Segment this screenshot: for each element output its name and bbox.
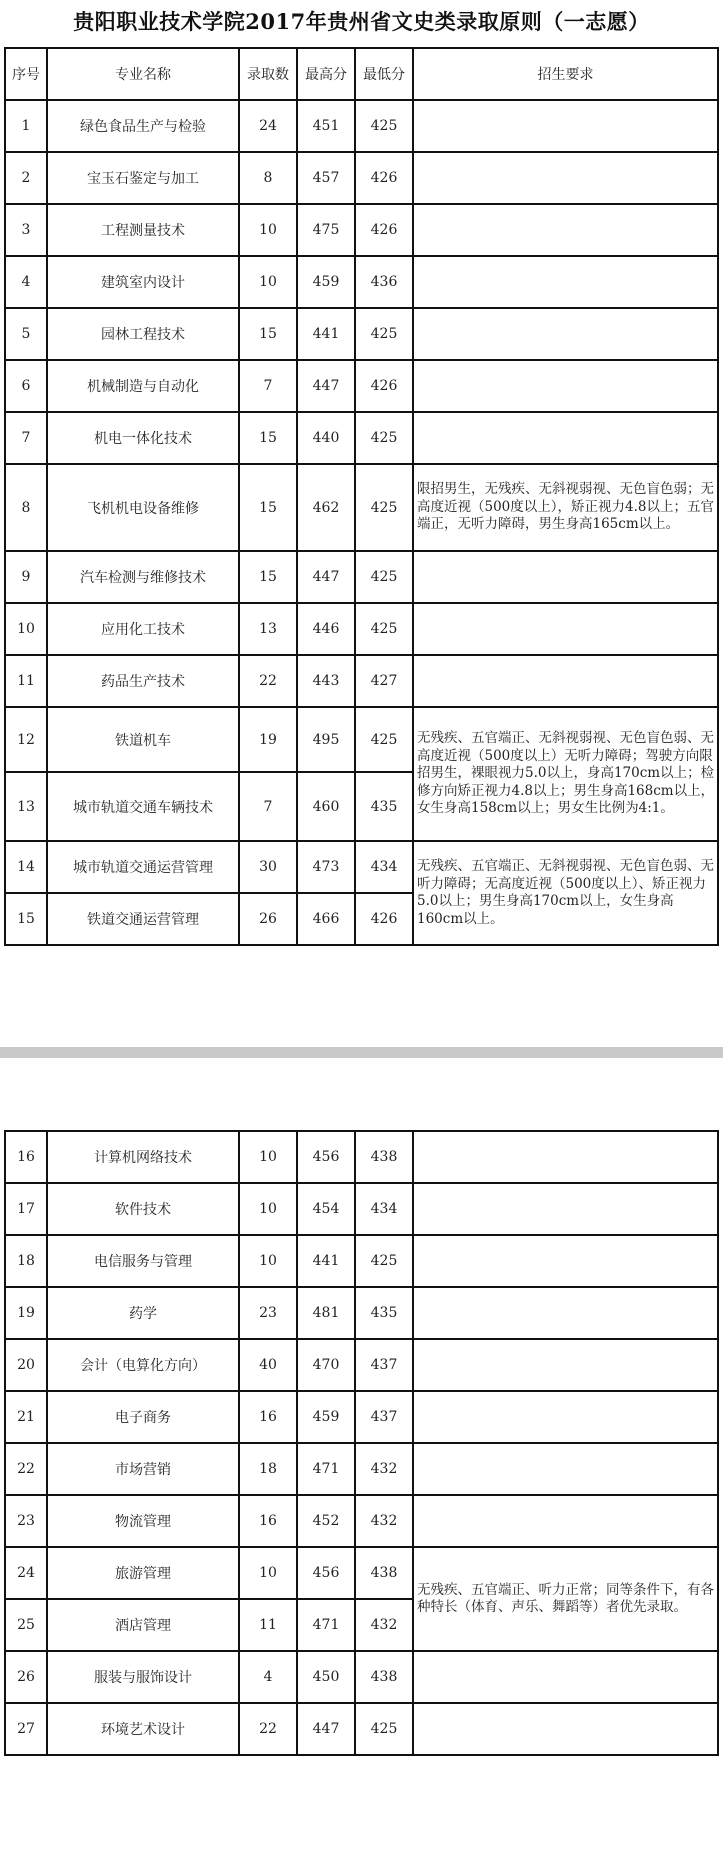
- cell-min: 427: [355, 655, 413, 707]
- cell-max: 440: [297, 412, 355, 464]
- cell-count: 7: [239, 360, 297, 412]
- cell-count: 10: [239, 1183, 297, 1235]
- cell-count: 22: [239, 1703, 297, 1755]
- cell-max: 459: [297, 1391, 355, 1443]
- cell-requirements: [413, 100, 718, 152]
- cell-no: 27: [5, 1703, 47, 1755]
- cell-min: 425: [355, 707, 413, 772]
- cell-requirements: [413, 1703, 718, 1755]
- cell-min: 426: [355, 204, 413, 256]
- cell-min: 438: [355, 1547, 413, 1599]
- cell-major: 市场营销: [47, 1443, 239, 1495]
- table-row: [5, 603, 718, 655]
- section-divider: [0, 1047, 723, 1058]
- cell-no: 23: [5, 1495, 47, 1547]
- cell-count: 10: [239, 1235, 297, 1287]
- cell-min: 437: [355, 1339, 413, 1391]
- page-title: 贵阳职业技术学院2017年贵州省文史类录取原则（一志愿）: [73, 9, 650, 34]
- cell-requirements: 限招男生，无残疾、无斜视弱视、无色盲色弱；无高度近视（500度以上），矫正视力4.8以上；五官端正，无听力障碍，男生身高165cm以上。: [413, 464, 718, 551]
- cell-min: 426: [355, 152, 413, 204]
- table-header-row: [5, 48, 718, 100]
- header-max: 最高分: [297, 48, 355, 100]
- cell-major: 电信服务与管理: [47, 1235, 239, 1287]
- cell-no: 21: [5, 1391, 47, 1443]
- cell-major: 软件技术: [47, 1183, 239, 1235]
- table-row: [5, 464, 718, 551]
- cell-max: 462: [297, 464, 355, 551]
- cell-no: 15: [5, 893, 47, 945]
- cell-max: 456: [297, 1547, 355, 1599]
- cell-min: 425: [355, 1235, 413, 1287]
- cell-max: 441: [297, 308, 355, 360]
- cell-count: 10: [239, 1131, 297, 1183]
- cell-major: 酒店管理: [47, 1599, 239, 1651]
- cell-major: 电子商务: [47, 1391, 239, 1443]
- cell-no: 14: [5, 841, 47, 893]
- cell-max: 473: [297, 841, 355, 893]
- cell-min: 425: [355, 464, 413, 551]
- cell-major: 铁道交通运营管理: [47, 893, 239, 945]
- cell-no: 1: [5, 100, 47, 152]
- cell-min: 434: [355, 841, 413, 893]
- cell-requirements: [413, 152, 718, 204]
- cell-requirements: [413, 1287, 718, 1339]
- cell-requirements: [413, 1131, 718, 1183]
- cell-max: 454: [297, 1183, 355, 1235]
- header-major: 专业名称: [47, 48, 239, 100]
- table-row: [5, 1495, 718, 1547]
- cell-major: 机电一体化技术: [47, 412, 239, 464]
- cell-requirements: 无残疾、五官端正、听力正常；同等条件下，有各种特长（体育、声乐、舞蹈等）者优先录取。: [413, 1547, 718, 1651]
- cell-max: 441: [297, 1235, 355, 1287]
- cell-max: 481: [297, 1287, 355, 1339]
- cell-major: 旅游管理: [47, 1547, 239, 1599]
- cell-count: 15: [239, 551, 297, 603]
- cell-no: 13: [5, 772, 47, 841]
- cell-no: 22: [5, 1443, 47, 1495]
- cell-major: 宝玉石鉴定与加工: [47, 152, 239, 204]
- table-row: [5, 1287, 718, 1339]
- table-row: [5, 1443, 718, 1495]
- cell-max: 456: [297, 1131, 355, 1183]
- cell-max: 470: [297, 1339, 355, 1391]
- cell-min: 436: [355, 256, 413, 308]
- cell-min: 426: [355, 360, 413, 412]
- cell-count: 16: [239, 1391, 297, 1443]
- admission-table-part1: [4, 47, 719, 946]
- table-row: [5, 308, 718, 360]
- table-row: [5, 360, 718, 412]
- table-row: [5, 1339, 718, 1391]
- header-min: 最低分: [355, 48, 413, 100]
- cell-requirements: [413, 308, 718, 360]
- cell-no: 5: [5, 308, 47, 360]
- table-row: [5, 707, 718, 772]
- cell-major: 物流管理: [47, 1495, 239, 1547]
- cell-max: 457: [297, 152, 355, 204]
- cell-major: 服装与服饰设计: [47, 1651, 239, 1703]
- cell-count: 11: [239, 1599, 297, 1651]
- cell-max: 447: [297, 551, 355, 603]
- cell-max: 460: [297, 772, 355, 841]
- cell-max: 446: [297, 603, 355, 655]
- cell-major: 应用化工技术: [47, 603, 239, 655]
- cell-count: 22: [239, 655, 297, 707]
- table-row: [5, 1235, 718, 1287]
- cell-count: 10: [239, 256, 297, 308]
- cell-no: 18: [5, 1235, 47, 1287]
- cell-min: 425: [355, 551, 413, 603]
- header-requirements: 招生要求: [413, 48, 718, 100]
- cell-major: 计算机网络技术: [47, 1131, 239, 1183]
- cell-major: 工程测量技术: [47, 204, 239, 256]
- cell-count: 16: [239, 1495, 297, 1547]
- cell-major: 城市轨道交通运营管理: [47, 841, 239, 893]
- header-no: 序号: [5, 48, 47, 100]
- cell-count: 15: [239, 308, 297, 360]
- cell-requirements: [413, 204, 718, 256]
- cell-count: 4: [239, 1651, 297, 1703]
- table-row: [5, 655, 718, 707]
- cell-requirements: [413, 1651, 718, 1703]
- cell-max: 447: [297, 360, 355, 412]
- cell-no: 25: [5, 1599, 47, 1651]
- cell-count: 8: [239, 152, 297, 204]
- cell-max: 466: [297, 893, 355, 945]
- table-row: [5, 551, 718, 603]
- cell-no: 10: [5, 603, 47, 655]
- cell-major: 药学: [47, 1287, 239, 1339]
- cell-no: 17: [5, 1183, 47, 1235]
- cell-count: 15: [239, 412, 297, 464]
- cell-no: 11: [5, 655, 47, 707]
- cell-max: 452: [297, 1495, 355, 1547]
- cell-no: 24: [5, 1547, 47, 1599]
- cell-min: 438: [355, 1651, 413, 1703]
- table-row: [5, 1651, 718, 1703]
- cell-requirements: [413, 360, 718, 412]
- cell-min: 434: [355, 1183, 413, 1235]
- table-row: [5, 1703, 718, 1755]
- cell-count: 10: [239, 204, 297, 256]
- table-row: [5, 256, 718, 308]
- table-row: [5, 841, 718, 893]
- cell-major: 汽车检测与维修技术: [47, 551, 239, 603]
- cell-requirements: [413, 603, 718, 655]
- admission-table-part2: [4, 1130, 719, 1756]
- cell-max: 450: [297, 1651, 355, 1703]
- cell-major: 环境艺术设计: [47, 1703, 239, 1755]
- cell-min: 425: [355, 412, 413, 464]
- cell-requirements: [413, 1235, 718, 1287]
- cell-count: 18: [239, 1443, 297, 1495]
- cell-max: 459: [297, 256, 355, 308]
- table-row: [5, 1547, 718, 1599]
- cell-major: 绿色食品生产与检验: [47, 100, 239, 152]
- cell-no: 6: [5, 360, 47, 412]
- cell-requirements: [413, 655, 718, 707]
- cell-requirements: 无残疾、五官端正、无斜视弱视、无色盲色弱、无听力障碍；无高度近视（500度以上）、矫正视力5.0以上；男生身高170cm以上，女生身高160cm以上。: [413, 841, 718, 945]
- cell-major: 飞机机电设备维修: [47, 464, 239, 551]
- cell-min: 435: [355, 1287, 413, 1339]
- cell-min: 432: [355, 1599, 413, 1651]
- cell-major: 会计（电算化方向）: [47, 1339, 239, 1391]
- cell-requirements: [413, 551, 718, 603]
- table-row: [5, 152, 718, 204]
- table-row: [5, 1131, 718, 1183]
- cell-no: 4: [5, 256, 47, 308]
- cell-requirements: [413, 1183, 718, 1235]
- cell-major: 园林工程技术: [47, 308, 239, 360]
- cell-major: 建筑室内设计: [47, 256, 239, 308]
- header-count: 录取数: [239, 48, 297, 100]
- cell-count: 15: [239, 464, 297, 551]
- cell-min: 425: [355, 1703, 413, 1755]
- cell-no: 12: [5, 707, 47, 772]
- cell-no: 2: [5, 152, 47, 204]
- cell-major: 药品生产技术: [47, 655, 239, 707]
- cell-requirements: [413, 412, 718, 464]
- cell-no: 19: [5, 1287, 47, 1339]
- cell-min: 437: [355, 1391, 413, 1443]
- cell-major: 城市轨道交通车辆技术: [47, 772, 239, 841]
- cell-max: 447: [297, 1703, 355, 1755]
- cell-max: 495: [297, 707, 355, 772]
- cell-no: 16: [5, 1131, 47, 1183]
- cell-count: 23: [239, 1287, 297, 1339]
- cell-requirements: [413, 1391, 718, 1443]
- cell-min: 426: [355, 893, 413, 945]
- cell-max: 471: [297, 1599, 355, 1651]
- cell-no: 3: [5, 204, 47, 256]
- table-row: [5, 1391, 718, 1443]
- table-row: [5, 100, 718, 152]
- cell-min: 425: [355, 308, 413, 360]
- cell-requirements: [413, 1443, 718, 1495]
- table-row: [5, 412, 718, 464]
- cell-min: 425: [355, 100, 413, 152]
- cell-requirements: [413, 256, 718, 308]
- table-row: [5, 1183, 718, 1235]
- cell-count: 30: [239, 841, 297, 893]
- cell-no: 8: [5, 464, 47, 551]
- cell-max: 443: [297, 655, 355, 707]
- cell-major: 铁道机车: [47, 707, 239, 772]
- cell-count: 10: [239, 1547, 297, 1599]
- cell-requirements: [413, 1339, 718, 1391]
- cell-no: 7: [5, 412, 47, 464]
- cell-major: 机械制造与自动化: [47, 360, 239, 412]
- cell-count: 40: [239, 1339, 297, 1391]
- cell-count: 7: [239, 772, 297, 841]
- cell-count: 26: [239, 893, 297, 945]
- cell-max: 451: [297, 100, 355, 152]
- cell-min: 432: [355, 1495, 413, 1547]
- cell-max: 475: [297, 204, 355, 256]
- cell-no: 9: [5, 551, 47, 603]
- cell-max: 471: [297, 1443, 355, 1495]
- cell-requirements: [413, 1495, 718, 1547]
- cell-no: 26: [5, 1651, 47, 1703]
- cell-count: 13: [239, 603, 297, 655]
- cell-count: 19: [239, 707, 297, 772]
- cell-requirements: 无残疾、五官端正、无斜视弱视、无色盲色弱、无高度近视（500度以上）无听力障碍；驾驶方向限招男生，裸眼视力5.0以上，身高170cm以上；检修方向矫正视力4.8以上；男生身高168cm以上，女生身高158cm以上；男女生比例为4:1。: [413, 707, 718, 841]
- cell-count: 24: [239, 100, 297, 152]
- cell-min: 425: [355, 603, 413, 655]
- cell-min: 432: [355, 1443, 413, 1495]
- cell-no: 20: [5, 1339, 47, 1391]
- cell-min: 435: [355, 772, 413, 841]
- table-row: [5, 204, 718, 256]
- cell-min: 438: [355, 1131, 413, 1183]
